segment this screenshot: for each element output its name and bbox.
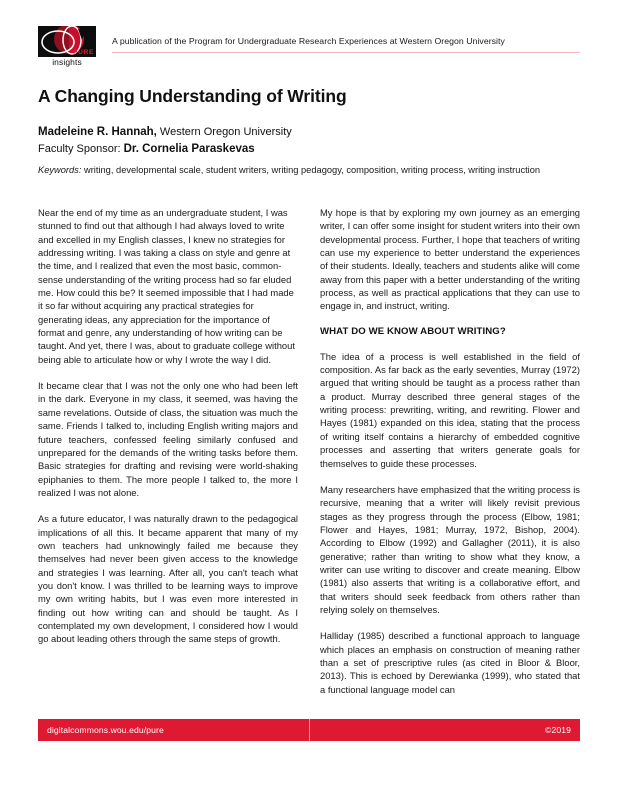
paragraph: My hope is that by exploring my own journey as an emerging writer, I can offer some insight for student writers into their own developmental process. Further, I hope that teachers of writing can use my experience to better understand the experiences of their students. Ideally, teachers and students alike will come away from this paper with a better understanding of the writing process, as well as practical applications that they can use to engage in, and instruct, writing.	[320, 207, 580, 312]
paragraph: It became clear that I was not the only one who had been left in the dark. Everyone in my class, it seemed, was having the same revelations. Outside of class, the situation was much the same. Friends I talked to, including English writing majors and future teachers, confessed feeling similarly confused and unprepared for the demands of the writing tasks before them. Basic strategies for drafting and revising were world-shaking epiphanies to them. The more people I talked to, the more I realized I was not alone.	[38, 380, 298, 498]
author-affiliation: Western Oregon University	[156, 126, 292, 138]
paragraph: As a future educator, I was naturally drawn to the pedagogical implications of all this. It became apparent that many of my own teachers had unknowingly failed me because they themselves had never been given access to the knowledge and strategies I was learning. After all, you can't teach what you don't know. I was thrilled to be learning ways to improve my own writing habits, but I was even more interested in finding out how writing can and should be taught. As I contemplated my own development, I considered how I would go about leading others through the same steps of growth.	[38, 513, 298, 645]
sponsor-label: Faculty Sponsor:	[38, 142, 124, 155]
byline	[38, 124, 580, 158]
keywords-value: writing, developmental scale, student writers, writing pedagogy, composition, writing process, writing instruction	[81, 165, 541, 175]
left-column	[38, 206, 298, 706]
publication-line: A publication of the Program for Undergraduate Research Experiences at Western Oregon University	[112, 36, 505, 46]
page-title: A Changing Understanding of Writing	[38, 86, 347, 106]
footer-bar	[38, 719, 580, 741]
sponsor-name: Dr. Cornelia Paraskevas	[123, 142, 255, 155]
pure-insights-logo	[38, 26, 96, 70]
paragraph: Many researchers have emphasized that the writing process is recursive, meaning that a writer will likely revisit previous stages as they progress through the process (Elbow, 1981; Flower and Hayes, 1981; Murray, 1972, Bishop, 2004). According to Elbow (1992) and Gallagher (2011), it is also generative; rather than writing to show what they know, a writer can use writing to discover and create meaning. Elbow (1981) also asserts that writing is a collaborative effort, and that writers should seek feedback from others rather than relying solely on themselves.	[320, 483, 580, 615]
body-columns	[38, 206, 580, 706]
logo-mark-icon	[38, 26, 96, 57]
masthead-divider	[112, 52, 580, 53]
logo-pure-text: PURE	[73, 48, 94, 56]
section-heading: WHAT DO WE KNOW ABOUT WRITING?	[320, 325, 506, 337]
keywords	[38, 164, 580, 177]
keywords-label: Keywords:	[38, 165, 82, 175]
paragraph: Near the end of my time as an undergraduate student, I was stunned to find out that although I had always loved to write and excelled in my English classes, I knew no strategies for addressing writing. I was taking a class on style and genre at the time, and I realized that even the most basic, common-sense understanding of the writing process had so far eluded me. How could this be? It seemed impossible that I had made it so far without acquiring any practical strategies for generating ideas, any appreciation for the importance of format and genre, any understanding of how writing can be taught. And yet, there I was, about to graduate college without being able to articulate how or why I wrote the way I did.	[38, 207, 295, 365]
masthead	[38, 26, 580, 70]
author-line	[38, 124, 580, 141]
paragraph: Halliday (1985) described a functional approach to language which places an emphasis on construction of meaning rather than a set of prescriptive rules (as cited in Bloor & Bloor, 2013). This is echoed by Derewianka (1999), who stated that a functional language model can	[320, 630, 580, 695]
author-name: Madeleine R. Hannah,	[38, 126, 157, 138]
sponsor-line	[38, 141, 580, 158]
footer-copyright: ©2019	[545, 725, 571, 735]
right-column	[320, 206, 580, 706]
logo-insights-text: insights	[52, 57, 82, 67]
footer-url[interactable]: digitalcommons.wou.edu/pure	[47, 725, 164, 735]
paragraph: The idea of a process is well established in the field of composition. As far back as the early seventies, Murray (1972) argued that writing should be taught as a process rather than a product. Murray described three general stages of the writing process: prewriting, writing, and rewriting. Flower and Hayes (1981) expanded on this idea, stating that the process of writing itself contains a hierarchy of embedded cognitive processes and asserting that writers generate goals for themselves to guide these processes.	[320, 350, 580, 469]
footer-divider	[309, 719, 310, 741]
